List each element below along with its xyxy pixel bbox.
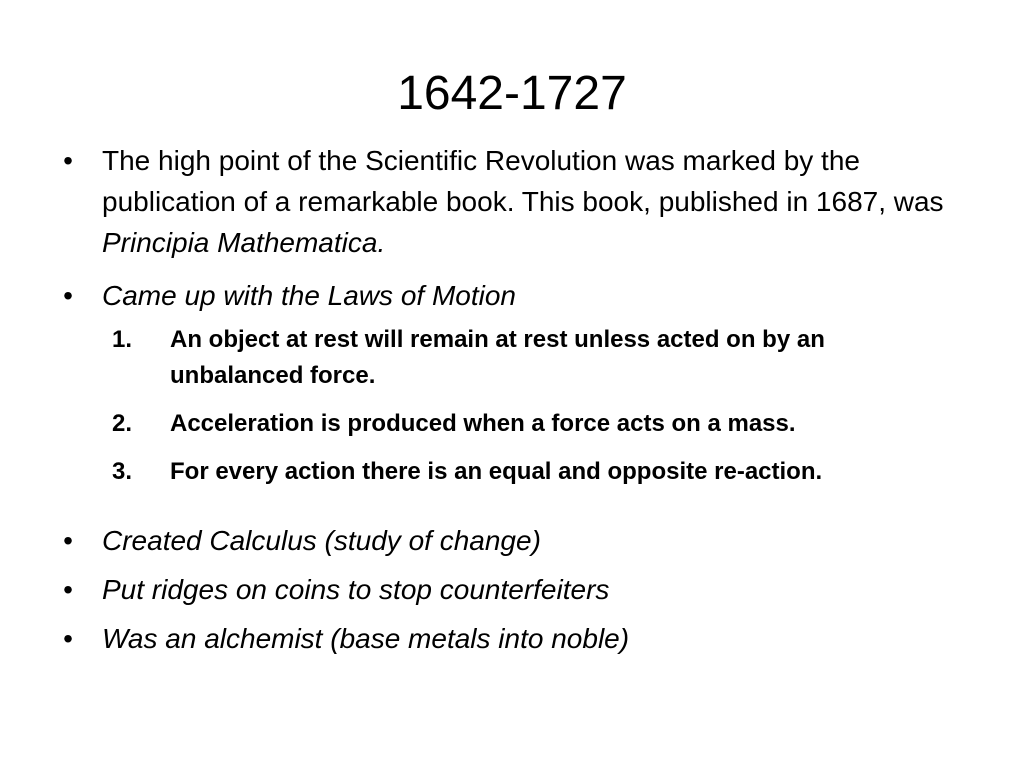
law-number: 1.	[112, 326, 133, 353]
bullet-principia	[58, 140, 958, 263]
bullet-laws-of-motion	[58, 275, 958, 316]
bullet-marker: •	[63, 574, 73, 605]
bullet-marker: •	[63, 280, 73, 311]
bullet-marker: •	[63, 623, 73, 654]
bullet-marker: •	[63, 145, 73, 176]
law-text: For every action there is an equal and opposite re-action.	[170, 458, 823, 485]
slide-body	[58, 140, 958, 659]
bullet-text: Created Calculus (study of change)	[102, 525, 541, 556]
law-item-2	[112, 406, 958, 442]
law-text: An object at rest will remain at rest unless acted on by an unbalanced force.	[170, 326, 825, 389]
slide-title: 1642-1727	[397, 67, 627, 120]
bullet-alchemist	[58, 618, 958, 659]
bullet-text: The high point of the Scientific Revolution was marked by the publication of a remarkable book. This book, published in 1687, was	[102, 145, 944, 217]
law-item-3	[112, 454, 958, 490]
bullet-text: Was an alchemist (base metals into noble)	[102, 623, 630, 654]
law-item-1	[112, 322, 958, 394]
bullet-marker: •	[63, 525, 73, 556]
bullet-text: Came up with the Laws of Motion	[102, 280, 516, 311]
law-text: Acceleration is produced when a force acts on a mass.	[170, 410, 796, 437]
law-number: 3.	[112, 458, 133, 485]
bullet-calculus	[58, 520, 958, 561]
laws-list	[112, 322, 958, 490]
bullet-coins	[58, 569, 958, 610]
bullet-text: Put ridges on coins to stop counterfeiters	[102, 574, 610, 605]
law-number: 2.	[112, 410, 133, 437]
book-title: Principia Mathematica.	[102, 227, 386, 258]
